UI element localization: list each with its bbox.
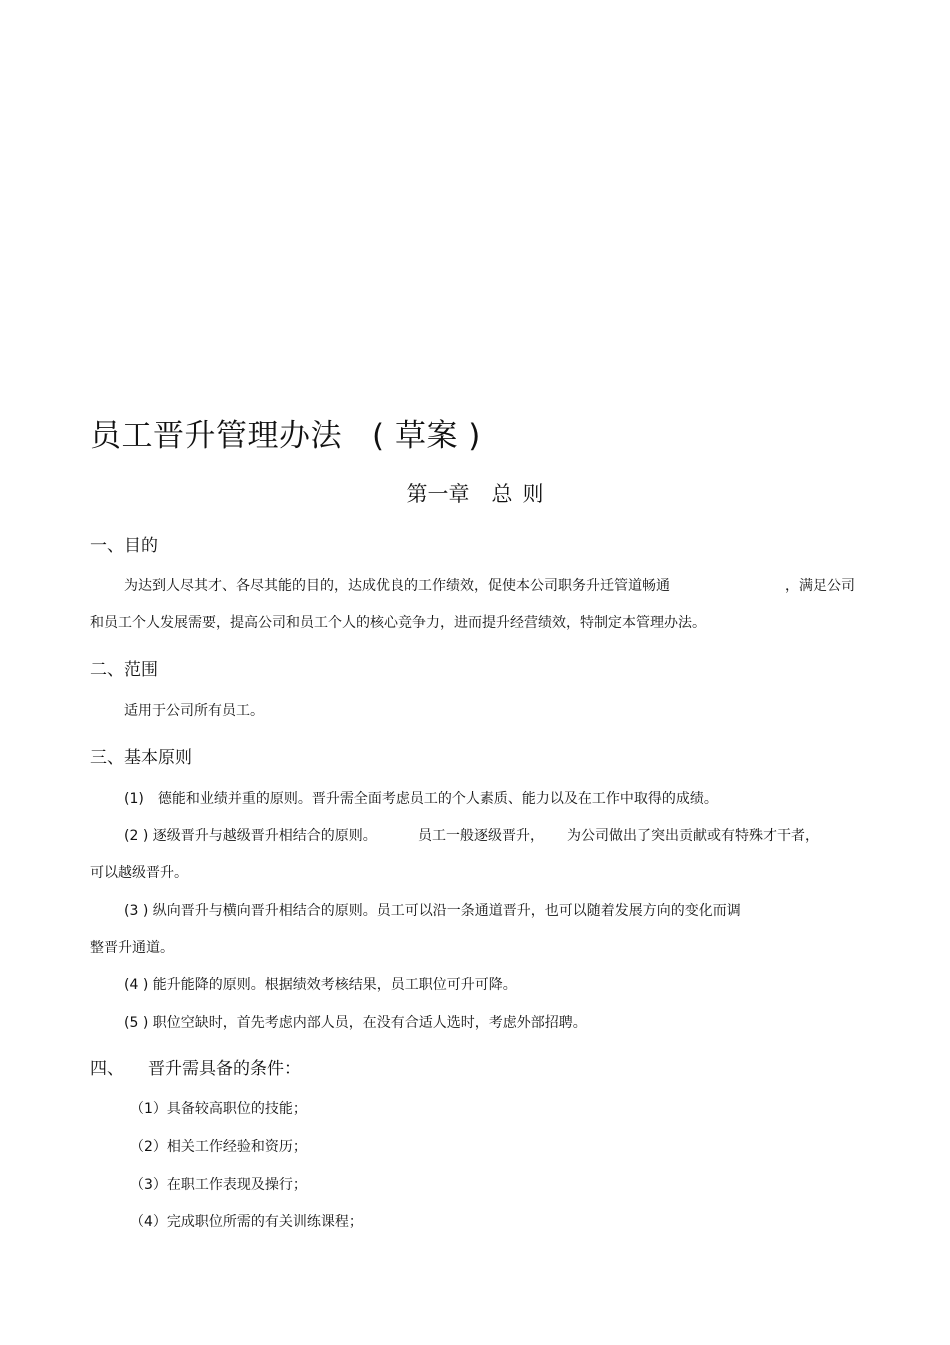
- principle-2-continuation: 可以越级晋升。: [90, 865, 188, 881]
- title-draft-note: ( 草案 ): [372, 418, 481, 454]
- chapter-number: 第一章: [406, 482, 470, 506]
- conditions-heading-number: 四、: [90, 1059, 124, 1079]
- scope-paragraph: 适用于公司所有员工。: [124, 703, 264, 719]
- principle-2-part-b: 员工一般逐级晋升，: [418, 828, 544, 844]
- chapter-word-2: 则: [522, 482, 544, 506]
- principle-1: (1) 德能和业绩并重的原则。晋升需全面考虑员工的个人素质、能力以及在工作中取得的成绩。: [124, 791, 718, 807]
- principle-2-part-c: 为公司做出了突出贡献或有特殊才干者，: [567, 828, 819, 844]
- purpose-paragraph-line-1b: ，满足公司: [785, 578, 855, 594]
- principle-5: (5 ) 职位空缺时，首先考虑内部人员，在没有合适人选时，考虑外部招聘。: [124, 1015, 587, 1031]
- chapter-heading: [0, 478, 950, 508]
- title-main: 员工晋升管理办法: [90, 418, 342, 454]
- condition-item: （2）相关工作经验和资历；: [130, 1139, 307, 1155]
- chapter-word-1: 总: [491, 482, 513, 506]
- purpose-paragraph-line-2: 和员工个人发展需要，提高公司和员工个人的核心竞争力，进而提升经营绩效，特制定本管理办法。: [90, 615, 706, 631]
- principle-2-part-a: (2 ) 逐级晋升与越级晋升相结合的原则。: [124, 828, 377, 844]
- condition-item: （3）在职工作表现及操行；: [130, 1177, 307, 1193]
- section-heading-scope: 二、范围: [90, 660, 158, 680]
- purpose-paragraph-line-1a: 为达到人尽其才、各尽其能的目的，达成优良的工作绩效，促使本公司职务升迁管道畅通: [124, 578, 670, 594]
- section-heading-conditions: [90, 1054, 301, 1079]
- condition-item: （4）完成职位所需的有关训练课程；: [130, 1214, 363, 1230]
- section-heading-principles: 三、基本原则: [90, 748, 192, 768]
- section-heading-purpose: 一、目的: [90, 536, 158, 556]
- condition-item: （1）具备较高职位的技能；: [130, 1101, 307, 1117]
- conditions-heading-text: 晋升需具备的条件：: [148, 1059, 301, 1079]
- principle-3-line-2: 整晋升通道。: [90, 940, 174, 956]
- principle-3-line-1: (3 ) 纵向晋升与横向晋升相结合的原则。员工可以沿一条通道晋升，也可以随着发展方向的变化而调: [124, 903, 741, 919]
- principle-4: (4 ) 能升能降的原则。根据绩效考核结果，员工职位可升可降。: [124, 977, 517, 993]
- document-title: [90, 410, 481, 455]
